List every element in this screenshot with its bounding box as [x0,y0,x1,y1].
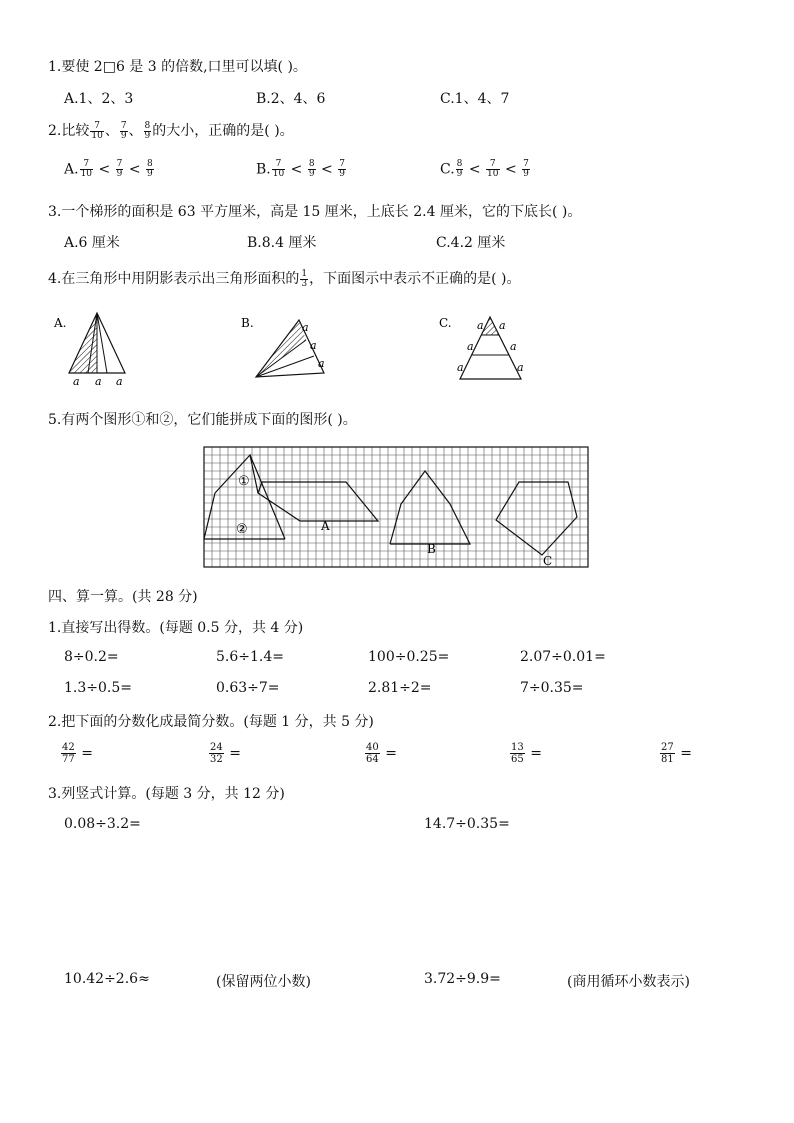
q2-stem [48,120,294,141]
less-than: < [504,161,517,178]
shape-1-label: ① [238,474,250,489]
frac: $\frac{24}{32}$ [210,742,223,765]
part-1-title: 1.直接写出得数。(每题 0.5 分，共 4 分) [48,620,304,636]
less-than: < [468,161,481,178]
q3-stem: 3.一个梯形的面积是 63 平方厘米，高是 15 厘米，上底长 2.4 厘米，它的下底长( )。 [48,204,582,220]
frac: $\frac{27}{81}$ [661,742,674,765]
simplify-item[interactable] [208,742,241,765]
calc-item[interactable]: 2.81÷2= [368,680,432,696]
q4-figures [40,305,540,395]
calc-item[interactable]: 2.07÷0.01= [520,649,606,665]
calc-item[interactable]: 1.3÷0.5= [64,680,132,696]
q2-frac-1: $\frac{7}{10}$ [91,120,103,141]
calc-item[interactable]: 7÷0.35= [520,680,584,696]
equals: = [81,745,93,762]
shape-2-label: ② [236,522,248,537]
frac: $\frac{7}{9}$ [116,159,123,179]
q2-sep: 、 [104,123,119,139]
figure-a-label: A. [54,316,67,330]
option-label: A. [64,161,79,178]
vertical-calc-item[interactable]: 10.42÷2.6≈ [64,971,150,987]
q2-frac-2: $\frac{7}{9}$ [120,120,127,141]
q3-option-b[interactable]: B.8.4 厘米 [247,235,317,251]
q4-prefix: 4.在三角形中用阴影表示出三角形面积的 [48,271,300,287]
figure-b[interactable] [241,316,325,377]
calc-item[interactable]: 8÷0.2= [64,649,119,665]
shape-a-label: A [321,519,330,533]
q3-option-a[interactable]: A.6 厘米 [64,235,120,251]
q2-suffix: 的大小，正确的是( )。 [152,123,294,139]
less-than: < [321,161,333,178]
q3-option-c[interactable]: C.4.2 厘米 [436,235,506,251]
less-than: < [128,161,141,178]
figure-c[interactable] [439,316,524,379]
q4-suffix: ，下面图示中表示不正确的是( )。 [309,271,521,287]
q2-sep: 、 [128,123,143,139]
side-label: a [318,357,325,370]
frac: $\frac{13}{65}$ [511,742,524,765]
q2-option-b[interactable] [256,160,347,179]
section-4-title: 四、算一算。(共 28 分) [48,589,198,605]
figure-c-label: C. [439,316,452,330]
q4-frac: $\frac{1}{3}$ [301,268,308,289]
side-label: a [467,340,474,353]
less-than: < [290,161,303,178]
simplify-item[interactable] [659,742,692,765]
option-label: B. [256,161,271,178]
side-label: a [73,375,80,388]
frac: $\frac{8}{9}$ [456,159,463,179]
frac: $\frac{8}{9}$ [147,159,153,179]
rounding-note: (保留两位小数) [216,974,311,990]
side-label: a [116,375,123,388]
simplify-item[interactable] [509,742,542,765]
side-label: a [310,339,317,352]
part-3-title: 3.列竖式计算。(每题 3 分，共 12 分) [48,786,285,802]
vertical-calc-item[interactable]: 0.08÷3.2= [64,816,141,832]
figure-a[interactable] [53,313,125,388]
simplify-item[interactable] [60,742,93,765]
grid-lines [204,447,588,567]
q1-option-c[interactable]: C.1、4、7 [440,91,510,107]
frac: $\frac{42}{77}$ [62,742,75,765]
equals: = [385,745,397,762]
frac: $\frac{7}{10}$ [487,159,499,179]
vertical-calc-item[interactable]: 14.7÷0.35= [424,816,510,832]
q5-stem: 5.有两个图形①和②，它们能拼成下面的图形( )。 [48,412,357,428]
shape-b [390,471,470,544]
figure-c-shade [481,317,499,335]
frac: $\frac{8}{9}$ [308,159,315,179]
equals: = [530,745,542,762]
side-label: a [302,321,309,334]
q1-option-a[interactable]: A.1、2、3 [64,91,134,107]
frac: $\frac{7}{9}$ [523,159,529,179]
equals: = [229,745,241,762]
vertical-calc-item[interactable]: 3.72÷9.9= [424,971,501,987]
frac: $\frac{7}{9}$ [339,159,345,179]
side-label: a [477,319,484,332]
q2-option-a[interactable] [64,160,155,179]
side-label: a [510,340,517,353]
q2-frac-3: $\frac{8}{9}$ [144,120,151,141]
frac: $\frac{7}{10}$ [80,159,93,179]
part-2-title: 2.把下面的分数化成最简分数。(每题 1 分，共 5 分) [48,714,374,730]
side-label: a [95,375,102,388]
q2-prefix: 2.比较 [48,123,90,139]
figure-b-label: B. [241,316,254,330]
frac: $\frac{7}{10}$ [272,159,285,179]
equals: = [680,745,692,762]
q2-option-c[interactable] [440,160,531,179]
option-label: C. [440,161,455,178]
side-label: a [499,319,506,332]
q5-grid-figure [200,443,592,569]
calc-item[interactable]: 100÷0.25= [368,649,450,665]
calc-item[interactable]: 0.63÷7= [216,680,280,696]
less-than: < [98,161,111,178]
side-label: a [517,361,524,374]
q4-stem [48,268,520,289]
calc-item[interactable]: 5.6÷1.4= [216,649,284,665]
q1-stem: 1.要使 2□6 是 3 的倍数,口里可以填( )。 [48,59,307,75]
repeating-decimal-note: (商用循环小数表示) [567,974,690,990]
side-label: a [457,361,464,374]
frac: $\frac{40}{64}$ [366,742,379,765]
shape-b-label: B [427,542,436,556]
shape-c-label: C [543,554,553,568]
simplify-item[interactable] [364,742,397,765]
q1-option-b[interactable]: B.2、4、6 [256,91,326,107]
